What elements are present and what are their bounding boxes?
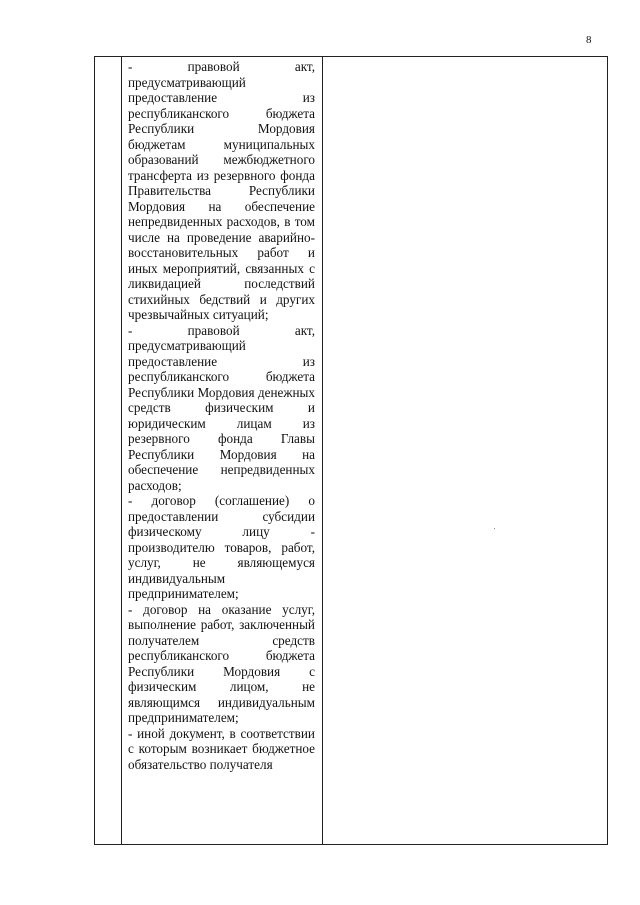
column-divider-left (121, 57, 122, 844)
cell-paragraph-legal-act-individuals: - правовой акт, предусматривающий предоставление из республиканского бюджета Республики Мордовия денежных средств физическим и юридическим лицам из резервного фонда Главы Республики Мордовия на обеспечение непредвиденных расходов; (128, 322, 315, 493)
document-table (94, 56, 608, 845)
cell-paragraph-service-contract: - договор на оказание услуг, выполнение работ, заключенный получателем средств республиканского бюджета Республики Мордовия с физическим лицом, не являющимся индивидуальным предпринимателем; (128, 601, 315, 725)
cell-paragraph-legal-act-municipal: - правовой акт, предусматривающий предоставление из республиканского бюджета Республики Мордовия бюджетам муниципальных образований межбюджетного трансферта из резервного фонда Правительства Республики Мордовия на обеспечение непредвиденных расходов, в том числе на проведение аварийно-восстановительных работ и иных мероприятий, связанных с ликвидацией последствий стихийных бедствий и других чрезвычайных ситуаций; (128, 59, 315, 322)
column-divider-right (322, 57, 323, 844)
cell-paragraph-subsidy-agreement: - договор (соглашение) о предоставлении субсидии физическому лицу - производителю товаров, работ, услуг, не являющемуся индивидуальным предпринимателем; (128, 493, 315, 601)
cell-paragraph-other-document: - иной документ, в соответствии с которым возникает бюджетное обязательство получателя (128, 725, 315, 772)
scan-speck (494, 528, 495, 529)
middle-column-cell (128, 59, 315, 772)
page-number: 8 (586, 34, 592, 46)
